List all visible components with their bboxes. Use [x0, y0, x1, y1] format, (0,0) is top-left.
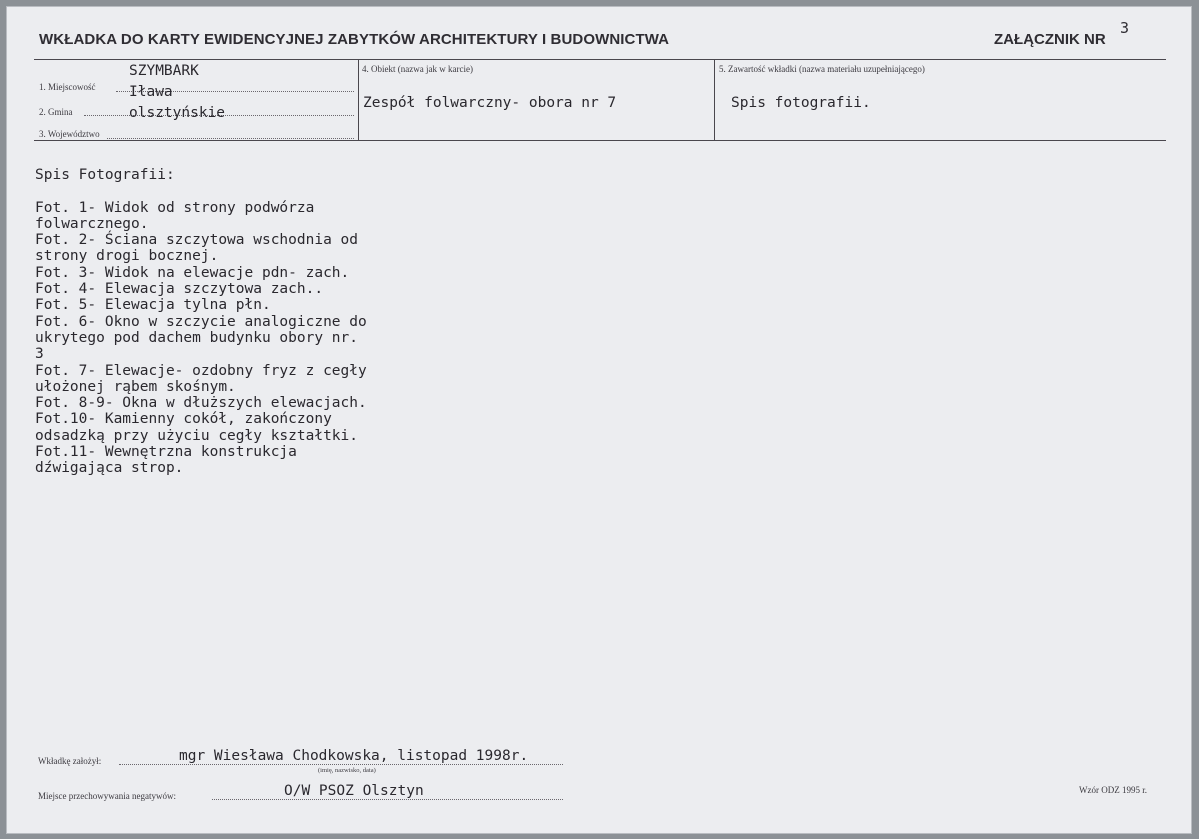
- photo-list-line: Fot. 8-9- Okna w dłuższych elewacjach.: [35, 395, 367, 412]
- photo-list-line: Fot. 1- Widok od strony podwórza: [35, 199, 315, 216]
- box-top-border: [34, 59, 1166, 60]
- obiekt-label: 4. Obiekt (nazwa jak w karcie): [362, 64, 473, 74]
- photo-list-line: Fot. 3- Widok na elewacje pdn- zach.: [35, 264, 350, 281]
- box-divider-2: [714, 59, 715, 141]
- photo-list-line: Fot.10- Kamienny cokół, zakończony: [35, 411, 332, 428]
- form-title: WKŁADKA DO KARTY EWIDENCYJNEJ ZABYTKÓW ARCHITEKTURY I BUDOWNICTWA: [39, 31, 670, 48]
- photo-list-line: Fot. 4- Elewacja szczytowa zach..: [35, 281, 324, 298]
- zawartosc-value: Spis fotografii.: [731, 95, 871, 111]
- annex-label: ZAŁĄCZNIK NR: [994, 31, 1106, 48]
- photo-list-line: odsadzką przy użyciu cegły kształtki.: [35, 427, 359, 444]
- template-label: Wzór ODZ 1995 r.: [1079, 785, 1147, 795]
- obiekt-value: Zespół folwarczny- obora nr 7: [363, 95, 617, 111]
- box-divider-1: [358, 59, 359, 141]
- zawartosc-label: 5. Zawartość wkładki (nazwa materiału uzupełniającego): [719, 64, 925, 74]
- photo-list: [35, 167, 455, 477]
- storage-label: Miejsce przechowywania negatywów:: [38, 791, 176, 801]
- photo-list-line: Fot. 5- Elewacja tylna płn.: [35, 297, 271, 314]
- photo-list-line: strony drogi bocznej.: [35, 248, 219, 265]
- miejscowosc-label: 1. Miejscowość: [39, 82, 96, 92]
- miejscowosc-value: SZYMBARK: [129, 63, 199, 79]
- gmina-value: Iława: [129, 84, 173, 100]
- storage-value: O/W PSOZ Olsztyn: [284, 783, 424, 799]
- photo-list-line: ułożonej rąbem skośnym.: [35, 378, 236, 395]
- wojewodztwo-label: 3. Województwo: [39, 129, 100, 139]
- founded-dotline: [119, 764, 563, 765]
- photo-list-line: Fot. 2- Ściana szczytowa wschodnia od: [35, 232, 359, 249]
- photo-list-line: dźwigająca strop.: [35, 460, 184, 477]
- founded-value: mgr Wiesława Chodkowska, listopad 1998r.: [179, 748, 529, 764]
- annex-number: 3: [1120, 19, 1130, 37]
- photo-list-line: folwarcznego.: [35, 215, 149, 232]
- photo-list-line: 3: [35, 346, 44, 363]
- photo-list-line: Fot.11- Wewnętrzna konstrukcja: [35, 444, 297, 461]
- founded-label: Wkładkę założył:: [38, 756, 102, 766]
- gmina-label: 2. Gmina: [39, 107, 73, 117]
- storage-dotline: [212, 799, 563, 800]
- wojewodztwo-dotline: [107, 138, 354, 139]
- box-bottom-border: [34, 140, 1166, 141]
- photo-list-line: ukrytego pod dachem budynku obory nr.: [35, 329, 359, 346]
- photo-list-line: Fot. 6- Okno w szczycie analogiczne do: [35, 313, 367, 330]
- wojewodztwo-value: olsztyńskie: [129, 105, 226, 121]
- form-sheet: [6, 6, 1192, 834]
- photo-list-heading: Spis Fotografii:: [35, 167, 175, 183]
- founded-hint: (imię, nazwisko, data): [318, 767, 376, 774]
- photo-list-line: Fot. 7- Elewacje- ozdobny fryz z cegły: [35, 362, 367, 379]
